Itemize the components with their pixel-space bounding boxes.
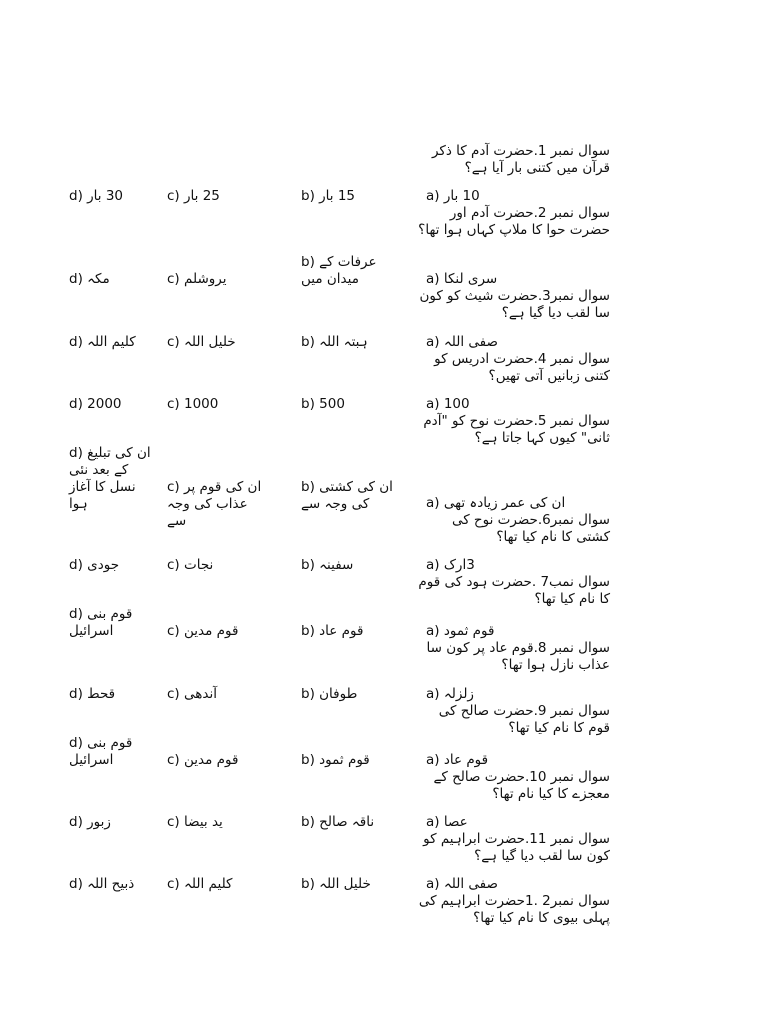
option-d: [69, 814, 111, 831]
option-text: سفینہ: [319, 557, 354, 573]
option-a: [426, 557, 475, 574]
option-letter: d): [69, 557, 83, 573]
option-text: صفی اللہ: [443, 876, 498, 892]
option-b: [301, 686, 357, 703]
option-text: نجات: [184, 557, 214, 573]
option-b: [301, 623, 363, 640]
option-text: قوم ثمود: [443, 623, 495, 639]
option-letter: a): [426, 271, 440, 287]
option-a: [426, 334, 498, 351]
option-letter: b): [301, 557, 315, 573]
option-letter: b): [301, 334, 315, 350]
option-d: [69, 271, 110, 288]
option-letter: b): [301, 686, 315, 702]
option-letter: b): [301, 876, 315, 892]
option-c: [167, 876, 233, 893]
option-letter: a): [426, 396, 440, 412]
option-text: سری لنکا: [443, 271, 498, 287]
option-d: [69, 334, 136, 351]
option-letter: b): [301, 623, 315, 639]
option-letter: b): [301, 752, 315, 768]
option-text: 3ارک: [443, 557, 475, 573]
option-d: [69, 876, 134, 893]
option-letter: c): [167, 686, 180, 702]
option-text: قوم مدین: [184, 752, 239, 768]
option-text: کلیم اللہ: [87, 334, 136, 350]
option-c: [167, 334, 236, 351]
option-letter: b): [301, 479, 315, 495]
option-text: 15 بار: [319, 188, 356, 204]
option-a: [426, 752, 488, 769]
option-d: [69, 445, 157, 513]
question-text: سوال نمبر 5.حضرت نوح کو "آدم ثانی" کیوں کہا جاتا ہے؟: [423, 413, 610, 446]
option-text: زبور: [87, 814, 111, 830]
option-b: [301, 334, 368, 351]
option-c: [167, 557, 213, 574]
option-c: [167, 396, 218, 413]
option-text: خلیل اللہ: [184, 334, 236, 350]
option-letter: a): [426, 752, 440, 768]
option-letter: b): [301, 396, 315, 412]
option-letter: d): [69, 735, 83, 751]
option-text: زلزلہ: [443, 686, 474, 702]
question-text: سوال نمب7 .حضرت ہود کی قوم کا نام کیا تھا؟: [418, 574, 610, 607]
question-text: سوال نمبر2 .1حضرت ابراہیم کی پہلی بیوی کا نام کیا تھا؟: [418, 893, 610, 926]
option-letter: d): [69, 396, 83, 412]
question-text: سوال نمبر 4.حضرت ادریس کو کتنی زبانیں آتی تھیں؟: [434, 351, 610, 384]
option-text: قوم بنی اسرائیل: [69, 606, 133, 639]
option-b: [301, 396, 345, 413]
option-letter: d): [69, 445, 83, 461]
option-text: ناقہ صالح: [319, 814, 375, 830]
option-text: 1000: [184, 396, 219, 412]
option-b: [301, 876, 371, 893]
option-d: [69, 557, 119, 574]
option-b: [301, 254, 401, 288]
option-b: [301, 188, 355, 205]
option-text: ان کی قوم پر عذاب کی وجہ سے: [167, 479, 262, 529]
option-c: [167, 188, 220, 205]
option-b: [301, 479, 401, 513]
option-d: [69, 188, 123, 205]
option-d: [69, 686, 115, 703]
option-letter: d): [69, 334, 83, 350]
question-text: سوال نمبر 2.حضرت آدم اور حضرت حوا کا ملاپ کہاں ہوا تھا؟: [418, 205, 610, 238]
option-text: 25 بار: [184, 188, 220, 204]
option-a: [426, 188, 480, 205]
option-letter: d): [69, 271, 83, 287]
option-letter: c): [167, 752, 180, 768]
option-letter: a): [426, 623, 440, 639]
option-d: [69, 735, 153, 769]
option-letter: b): [301, 254, 315, 270]
option-b: [301, 752, 370, 769]
option-a: [426, 271, 497, 288]
option-text: 500: [319, 396, 345, 412]
option-letter: c): [167, 334, 180, 350]
option-letter: a): [426, 557, 440, 573]
option-letter: c): [167, 623, 180, 639]
option-d: [69, 396, 122, 413]
option-a: [426, 814, 468, 831]
option-a: [426, 495, 565, 512]
option-c: [167, 479, 267, 530]
question-text: سوال نمبر 8.قوم عاد پر کون سا عذاب نازل ہوا تھا؟: [426, 640, 610, 673]
option-text: کلیم اللہ: [184, 876, 233, 892]
option-text: قوم عاد: [319, 623, 364, 639]
option-letter: d): [69, 606, 83, 622]
option-a: [426, 623, 494, 640]
option-text: مکہ: [87, 271, 110, 287]
option-letter: c): [167, 814, 180, 830]
option-text: قوم عاد: [443, 752, 489, 768]
option-letter: c): [167, 479, 180, 495]
option-text: قوم بنی اسرائیل: [69, 735, 133, 768]
option-text: عرفات کے میدان میں: [301, 254, 377, 287]
option-letter: b): [301, 814, 315, 830]
option-letter: b): [301, 188, 315, 204]
option-text: 100: [443, 396, 470, 412]
option-text: جودی: [87, 557, 120, 573]
option-c: [167, 271, 227, 288]
option-a: [426, 876, 498, 893]
option-c: [167, 623, 238, 640]
option-letter: a): [426, 334, 440, 350]
option-text: ان کی عمر زیادہ تھی: [443, 495, 566, 511]
option-text: عصا: [443, 814, 468, 830]
option-letter: c): [167, 876, 180, 892]
option-letter: c): [167, 271, 180, 287]
option-text: ان کی کشتی کی وجہ سے: [301, 479, 393, 512]
option-c: [167, 814, 223, 831]
option-letter: c): [167, 557, 180, 573]
question-text: سوال نمبر 10.حضرت صالح کے معجزے کا کیا نام تھا؟: [433, 769, 610, 802]
option-text: طوفان: [319, 686, 358, 702]
option-letter: c): [167, 188, 180, 204]
option-letter: d): [69, 876, 83, 892]
option-d: [69, 606, 153, 640]
option-b: [301, 814, 374, 831]
question-text: سوال نمبر3.حضرت شیث کو کون سا لقب دیا گیا ہے؟: [419, 288, 610, 321]
option-text: ان کی تبلیغ کے بعد نئی نسل کا آغاز ہوا: [69, 445, 151, 512]
option-text: قوم مدین: [184, 623, 239, 639]
option-text: صفی اللہ: [443, 334, 498, 350]
option-text: خلیل اللہ: [319, 876, 371, 892]
option-text: 10 بار: [443, 188, 480, 204]
option-text: ید بیضا: [184, 814, 223, 830]
option-text: 30 بار: [87, 188, 124, 204]
option-a: [426, 396, 470, 413]
option-text: 2000: [87, 396, 122, 412]
option-letter: d): [69, 814, 83, 830]
question-text: سوال نمبر 11.حضرت ابراہیم کو کون سا لقب دیا گیا ہے؟: [423, 831, 610, 864]
option-letter: a): [426, 686, 440, 702]
option-text: آندھی: [184, 686, 217, 702]
option-b: [301, 557, 353, 574]
question-text: سوال نمبر 1.حضرت آدم کا ذکر قرآن میں کتنی بار آیا ہے؟: [431, 143, 610, 176]
option-letter: d): [69, 188, 83, 204]
option-text: قحط: [87, 686, 116, 702]
option-letter: a): [426, 876, 440, 892]
option-text: قوم ثمود: [319, 752, 370, 768]
option-letter: c): [167, 396, 180, 412]
option-letter: a): [426, 188, 440, 204]
question-text: سوال نمبر6.حضرت نوح کی کشتی کا نام کیا تھا؟: [451, 512, 610, 545]
option-text: یروشلم: [184, 271, 227, 287]
option-text: ذبیح اللہ: [87, 876, 135, 892]
option-c: [167, 686, 217, 703]
option-text: ہبتہ اللہ: [319, 334, 368, 350]
option-letter: a): [426, 814, 440, 830]
question-text: سوال نمبر 9.حضرت صالح کی قوم کا نام کیا تھا؟: [438, 703, 610, 736]
option-a: [426, 686, 474, 703]
option-c: [167, 752, 238, 769]
option-letter: d): [69, 686, 83, 702]
option-letter: a): [426, 495, 440, 511]
